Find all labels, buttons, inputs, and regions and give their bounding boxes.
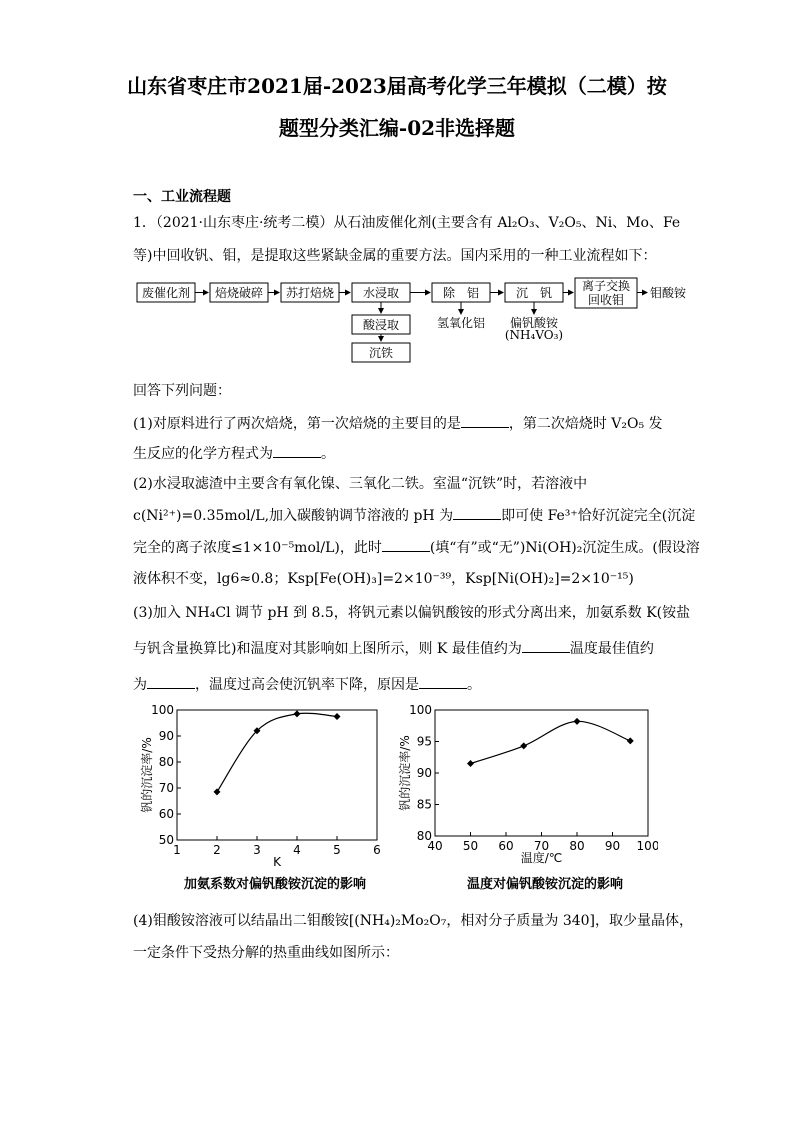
x-tick-label: 70: [533, 839, 550, 853]
y-tick-label: 100: [409, 703, 432, 717]
y-tick-label: 50: [158, 833, 174, 847]
q3-line-3: 为 ，温度过高会使沉钒率下降，原因是 。: [133, 677, 481, 693]
q3-line-2: 与钒含量换算比)和温度对其影响如上图所示，则 K 最佳值约为 温度最佳值约: [133, 641, 654, 657]
q4-line-1: (4)钼酸铵溶液可以结晶出二钼酸铵[(NH₄)₂Mo₂O₇，相对分子质量为 340]，取少量晶体，: [133, 913, 693, 929]
y-tick-label: 80: [416, 829, 432, 843]
y-axis-label: 钒的沉淀率/%: [140, 737, 154, 813]
flow-label-1: 废催化剂: [141, 286, 191, 300]
series-line: [471, 721, 631, 763]
data-point: [520, 742, 527, 749]
flow-byproduct-1: 氢氧化铝: [436, 316, 486, 330]
answer-blank[interactable]: [273, 445, 321, 458]
data-point: [627, 737, 634, 744]
answer-blank[interactable]: [461, 415, 509, 428]
x-tick-label: 50: [462, 839, 479, 853]
flow-byproduct-2b: (NH₄VO₃): [504, 328, 564, 342]
q4-line-2: 一定条件下受热分解的热重曲线如图所示：: [133, 945, 399, 961]
answer-blank[interactable]: [522, 640, 570, 653]
q2-line-3: 完全的离子浓度≤1×10⁻⁵mol/L)，此时 (填“有”或“无”)Ni(OH)₂沉淀生成。(假设溶: [133, 540, 700, 556]
y-tick-label: 95: [416, 734, 432, 749]
y-tick-label: 100: [151, 703, 174, 717]
y-tick-label: 90: [158, 729, 174, 743]
chart-ammonia-svg: [135, 700, 395, 870]
x-tick-label: 100: [636, 839, 658, 853]
data-point: [574, 718, 581, 725]
chart-1-caption: 加氨系数对偏钒酸铵沉淀的影响: [183, 877, 366, 892]
chart-ammonia-coefficient: [135, 700, 395, 874]
flow-label-6: 沉 钒: [515, 286, 553, 300]
chart-temperature-svg: [398, 700, 658, 870]
x-tick-label: 60: [498, 839, 514, 853]
x-tick-label: 40: [427, 839, 443, 853]
q1a-line-1: (1)对原料进行了两次焙烧，第一次焙烧的主要目的是 ，第二次焙烧时 V₂O₅ 发: [133, 416, 663, 432]
q1a-line-2: 生反应的化学方程式为 。: [133, 446, 335, 462]
x-tick-label: 4: [293, 843, 301, 857]
flow-label-8: 酸浸取: [362, 318, 400, 332]
x-tick-label: 6: [373, 843, 381, 857]
data-point: [467, 760, 474, 767]
flow-byproduct-2a: 偏钒酸铵: [509, 316, 559, 330]
data-point: [214, 788, 221, 795]
q2-line-4: 液体积不变，lg6≈0.8；Ksp[Fe(OH)₃]=2×10⁻³⁹，Ksp[Ni(OH)₂]=2×10⁻¹⁵): [133, 571, 634, 587]
flow-label-9: 沉铁: [368, 346, 394, 360]
x-tick-label: 90: [604, 839, 621, 853]
flow-label-7b: 回收钼: [587, 293, 625, 307]
title-line-2: 题型分类汇编-02非选择题: [278, 116, 516, 140]
flow-label-2: 焙烧破碎: [214, 286, 264, 300]
y-tick-label: 80: [158, 755, 174, 769]
y-tick-label: 85: [416, 797, 432, 812]
y-tick-label: 60: [158, 807, 174, 821]
answer-blank[interactable]: [453, 507, 501, 520]
title-line-1: 山东省枣庄市2021届-2023届高考化学三年模拟（二模）按: [127, 74, 667, 98]
plot-frame: [177, 710, 377, 840]
x-tick-label: 3: [253, 843, 261, 857]
q3-line-1: (3)加入 NH₄Cl 调节 pH 到 8.5，将钒元素以偏钒酸铵的形式分离出来，加氨系数 K(铵盐: [133, 605, 691, 621]
flow-label-5: 除 铝: [442, 286, 480, 300]
answer-blank[interactable]: [419, 676, 467, 689]
answer-blank[interactable]: [382, 539, 430, 552]
flow-label-3: 苏打焙烧: [285, 286, 335, 300]
process-flowchart: [130, 276, 690, 366]
x-tick-label: 2: [213, 843, 221, 857]
q2-line-1: (2)水浸取滤渣中主要含有氧化镍、三氧化二铁。室温“沉铁”时，若溶液中: [133, 476, 588, 492]
chart-2-caption: 温度对偏钒酸铵沉淀的影响: [466, 877, 623, 892]
flow-output: 钼酸铵: [649, 286, 687, 300]
y-axis-label: 钒的沉淀率/%: [398, 735, 412, 811]
x-tick-label: 80: [569, 839, 585, 853]
x-tick-label: 5: [333, 843, 341, 857]
x-axis-label: K: [273, 855, 281, 869]
data-point: [334, 713, 341, 720]
flow-label-7a: 离子交换: [581, 279, 631, 293]
question-1-line-2: 等)中回收钒、钼，是提取这些紧缺金属的重要方法。国内采用的一种工业流程如下：: [133, 248, 657, 264]
chart-temperature: [398, 700, 658, 874]
plot-frame: [435, 710, 648, 836]
y-tick-label: 90: [416, 766, 432, 780]
question-1-line-1: 1．（2021·山东枣庄·统考二模）从石油废催化剂(主要含有 Al₂O₃、V₂O₅、Ni、Mo、Fe: [133, 215, 681, 231]
q2-line-2: c(Ni²⁺)=0.35mol/L,加入碳酸钠调节溶液的 pH 为 即可使 Fe³⁺恰好沉淀完全(沉淀: [133, 508, 696, 524]
series-line: [217, 713, 337, 792]
flow-label-4: 水浸取: [362, 286, 400, 300]
section-heading: 一、工业流程题: [133, 189, 231, 205]
y-tick-label: 70: [158, 781, 174, 795]
answer-intro: 回答下列问题：: [133, 383, 231, 399]
x-axis-label: 温度/℃: [520, 851, 563, 865]
answer-blank[interactable]: [147, 676, 195, 689]
data-point: [294, 710, 301, 717]
x-tick-label: 1: [173, 843, 181, 857]
